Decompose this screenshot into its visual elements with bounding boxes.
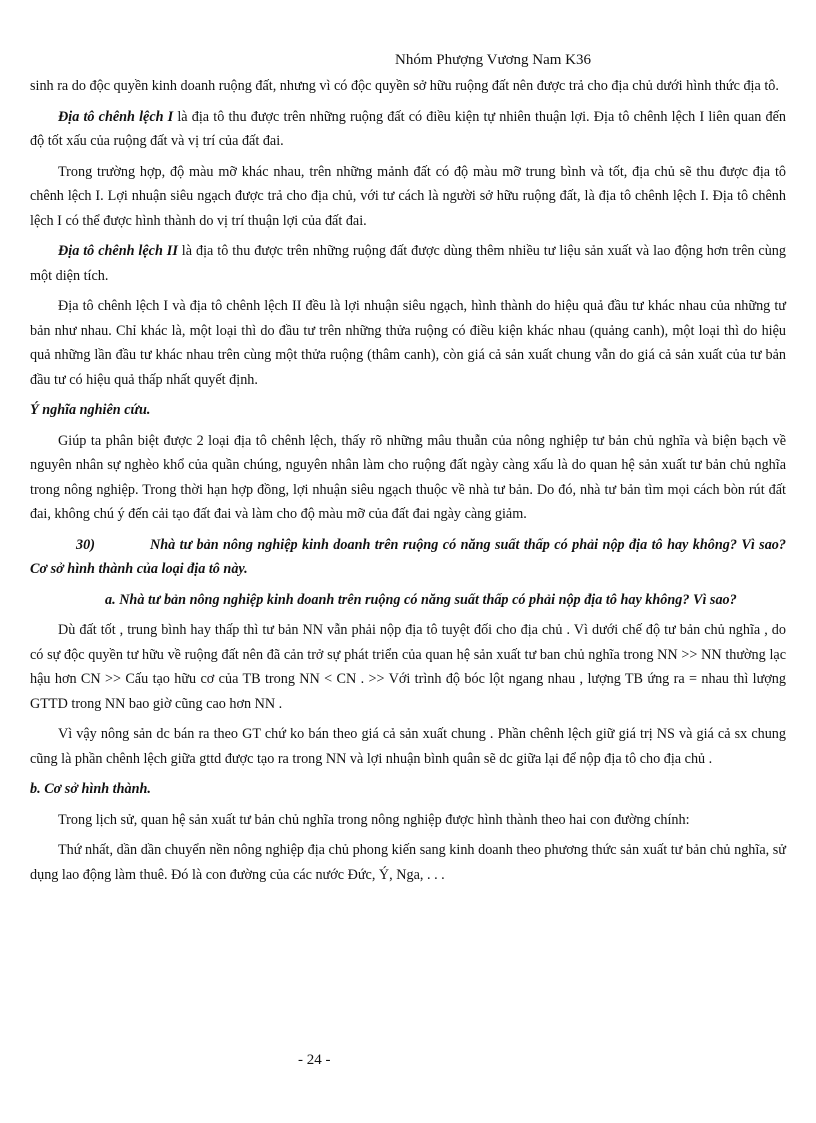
question-text: Nhà tư bản nông nghiệp kinh doanh trên ruộng có năng suất thấp có phải nộp địa tô hay không? Vì sao? Cơ sở hình thành của loại địa tô này. <box>30 536 786 577</box>
question-30 <box>30 533 786 582</box>
paragraph-fertility: Trong trường hợp, độ màu mỡ khác nhau, trên những mảnh đất có độ màu mỡ trung bình và tốt, địa chủ sẽ thu được địa tô chênh lệch I. Lợi nhuận siêu ngạch được trả cho địa chủ, với tư cách là người sở hữu ruộng đất, là địa tô chênh lệch I. Địa tô chênh lệch I có thể được hình thành do vị trí thuận lợi của đất đai. <box>30 163 786 229</box>
paragraph-differential-rent-2 <box>30 239 786 288</box>
document-body <box>30 74 786 893</box>
page-number: - 24 - <box>298 1052 331 1068</box>
subheading-a: a. Nhà tư bản nông nghiệp kinh doanh trên ruộng có năng suất thấp có phải nộp địa tô hay không? Vì sao? <box>105 591 737 608</box>
page-header: Nhóm Phượng Vương Nam K36 <box>395 52 592 68</box>
paragraph-text: là địa tô thu được trên những ruộng đất được dùng thêm nhiều tư liệu sản xuất và lao động hơn trên cùng một diện tích. <box>30 243 786 284</box>
paragraph-continuation: sinh ra do độc quyền kinh doanh ruộng đất, nhưng vì có độc quyền sở hữu ruộng đất nên được trả cho địa chủ dưới hình thức địa tô. <box>30 78 779 94</box>
heading-research-meaning: Ý nghĩa nghiên cứu. <box>30 402 151 418</box>
paragraph-answer-a-2: Vì vậy nông sản dc bán ra theo GT chứ ko bán theo giá cả sản xuất chung . Phần chênh lệch giữ giá trị NS và giá cả sx chung cũng là phần chênh lệch giữa gttd được tạo ra trong NN và lợi nhuận bình quân sẽ dc giữa lại để nộp địa tô cho địa chủ . <box>30 726 786 767</box>
paragraph-differential-rent-1 <box>30 105 786 154</box>
question-number: 30) <box>76 536 95 553</box>
term-differential-rent-2: Địa tô chênh lệch II <box>58 243 178 259</box>
paragraph-meaning: Giúp ta phân biệt được 2 loại địa tô chênh lệch, thấy rõ những mâu thuẫn của nông nghiệp tư bản chủ nghĩa và biện bạch về nguyên nhân sự nghèo khổ của quần chúng, nguyên nhân làm cho ruộng đất ngày càng xấu là do quan hệ sản xuất tư bản chủ nghĩa trong nông nghiệp. Trong thời hạn hợp đồng, lợi nhuận siêu ngạch thuộc về nhà tư bản. Do đó, nhà tư bản tìm mọi cách bòn rút đất đai, không chú ý đến cải tạo đất đai và làm cho độ màu mỡ của đất đai ngày càng giảm. <box>30 432 786 522</box>
paragraph-comparison: Địa tô chênh lệch I và địa tô chênh lệch II đều là lợi nhuận siêu ngạch, hình thành do hiệu quả đầu tư khác nhau của những tư bản như nhau. Chỉ khác là, một loại thì do đầu tư trên những thửa ruộng có điều kiện khác nhau (quảng canh), một loại thì do hiệu quả những lần đầu tư khác nhau trên cùng một thửa ruộng (thâm canh), còn giá cả sản xuất chung vẫn do giá cả sản xuất của tư bản đầu tư có hiệu quả thấp nhất quyết định. <box>30 298 786 388</box>
paragraph-first-path: Thứ nhất, dần dần chuyển nền nông nghiệp địa chủ phong kiến sang kinh doanh theo phương thức sản xuất tư bản chủ nghĩa, sử dụng lao động làm thuê. Đó là con đường của các nước Đức, Ý, Nga, . . . <box>30 842 786 883</box>
paragraph-text: là địa tô thu được trên những ruộng đất có điều kiện tự nhiên thuận lợi. Địa tô chênh lệch I liên quan đến độ tốt xấu của ruộng đất và vị trí của đất đai. <box>30 108 787 149</box>
term-differential-rent-1: Địa tô chênh lệch I <box>58 108 174 125</box>
subheading-b: b. Cơ sở hình thành. <box>30 781 151 797</box>
paragraph-answer-a: Dù đất tốt , trung bình hay thấp thì tư bản NN vẫn phải nộp địa tô tuyệt đối cho địa chủ . Vì dưới chế độ tư bản chủ nghĩa , do có sự độc quyền tư hữu về ruộng đất nên đã cản trở sự phát triển của quan hệ sản xuất tư ban chủ nghĩa trong NN >> NN thường lạc hậu hơn CN >> Cấu tạo hữu cơ của TB trong NN < CN . >> Với trình độ bóc lột ngang nhau , lượng TB ứng ra = nhau thì lượng GTTD trong NN bao giờ cũng cao hơn NN . <box>30 622 786 712</box>
paragraph-history: Trong lịch sử, quan hệ sản xuất tư bản chủ nghĩa trong nông nghiệp được hình thành theo hai con đường chính: <box>58 811 690 828</box>
